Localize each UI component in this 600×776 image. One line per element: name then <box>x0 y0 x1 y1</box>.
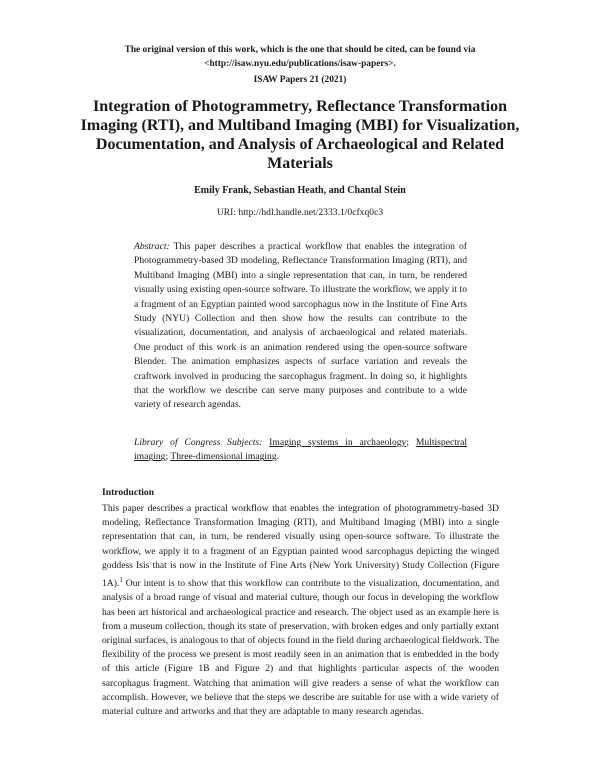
footnote-ref-link[interactable]: 1 <box>119 576 123 585</box>
subject-link-3[interactable]: Three-dimensional imaging <box>170 451 277 463</box>
subjects <box>134 436 467 465</box>
subject-terminator: . <box>276 451 280 463</box>
introduction-body <box>102 502 499 719</box>
introduction-text-part-1: This paper describes a practical workflow that enables the integration of photogrammetry-based 3D modeling, Reflectance Transformation Imaging (RTI), and Multiband Imaging (MBI) into a single representation that can, in turn, be rendered visually using open-source software. To illustrate the workflow, we apply it to a fragment of an Egyptian painted wood sarcophagus depicting the winged goddess Isis that is now in the Institute of Fine Arts (New York University) Study Collection (Figure 1A). <box>102 503 499 590</box>
abstract <box>134 240 467 413</box>
uri-line <box>0 207 600 218</box>
abstract-text: This paper describes a practical workflow that enables the integration of Photogrammetry-based 3D modeling, Reflectance Transformation Imaging (RTI), and Multiband Imaging (MBI) into a single representation that can, in turn, be rendered visually using existing open-source software. To illustrate the workflow, we apply it to a fragment of an Egyptian painted wood sarcophagus now in the Institute of Fine Arts Study (NYU) Collection and then show how the results can contribute to the visualization, documentation, and analysis of archaeological and related materials. One product of this work is an animation rendered using the open-source software Blender. The animation emphasizes aspects of surface variation and reveals the craftwork involved in producing the sarcophagus fragment. In doing so, it highlights that the workflow we describe can serve many purposes and contribute to a wide variety of research agendas. <box>134 241 467 411</box>
subject-separator: ; <box>165 451 171 463</box>
citation-note <box>60 43 540 71</box>
introduction-heading: Introduction <box>102 487 155 498</box>
uri-link[interactable]: http://hdl.handle.net/2333.1/0cfxq0c3 <box>238 207 384 218</box>
subject-link-2[interactable]: Multispectral imaging <box>134 437 467 463</box>
paper-title: Integration of Photogrammetry, Reflectance Transformation Imaging (RTI), and Multiband Imaging (MBI) for Visualization, Documentation, and Analysis of Archaeological and Related Materials <box>80 98 520 172</box>
citation-note-line-1: The original version of this work, which is the one that should be cited, can be found via <box>124 45 476 55</box>
introduction-text-part-2: Our intent is to show that this workflow can contribute to the visualization, documentation, and analysis of a broad range of visual and material culture, though our focus in developing the workflow has been art historical and archaeological practice and research. The object used as an example here is from a museum collection, though its state of preservation, with broken edges and only partially extant original surfaces, is analogous to that of objects found in the field during archaeological fieldwork. The flexibility of the process we present is most readily seen in an animation that is embedded in the body of this article (Figure 1B and Figure 2) and that highlights particular aspects of the wooden sarcophagus fragment. Watching that animation will give readers a sense of what the workflow can accomplish. However, we believe that the steps we describe are suitable for use with a wide variety of material culture and artworks and that they are adaptable to many research agendas. <box>102 578 499 718</box>
citation-note-line-2[interactable]: <http://isaw.nyu.edu/publications/isaw-papers>. <box>204 59 396 69</box>
subject-separator: ; <box>406 437 416 448</box>
abstract-label: Abstract: <box>134 241 170 252</box>
subjects-label: Library of Congress Subjects: <box>134 437 263 448</box>
subject-link-1[interactable]: Imaging systems in archaeology <box>269 437 407 448</box>
paper-authors: Emily Frank, Sebastian Heath, and Chantal Stein <box>194 185 406 196</box>
uri-label: URI: <box>216 207 237 218</box>
series-label: ISAW Papers 21 (2021) <box>253 75 347 85</box>
